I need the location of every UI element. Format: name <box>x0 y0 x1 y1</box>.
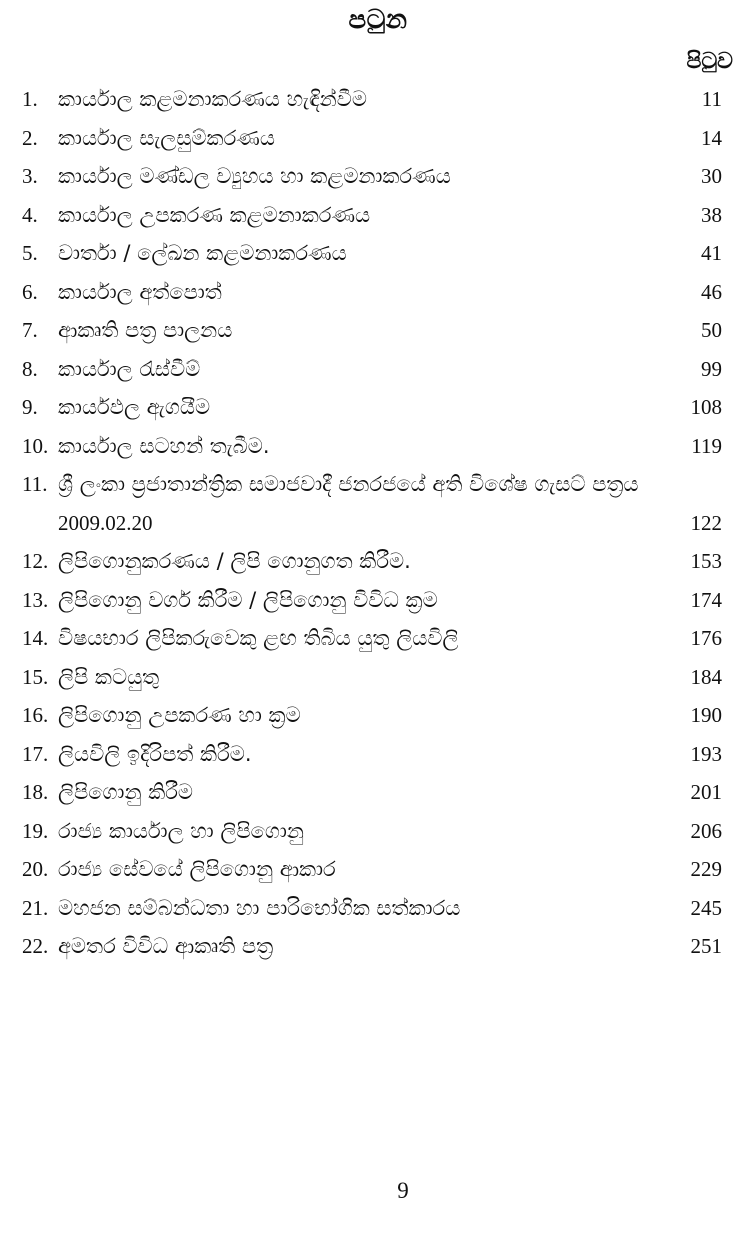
entry-page-number: 108 <box>690 395 722 419</box>
toc-entry <box>22 658 722 697</box>
toc-entry <box>22 273 722 312</box>
entry-title <box>58 465 666 542</box>
entry-title <box>58 850 666 889</box>
toc-entry <box>22 812 722 851</box>
entry-page-number: 11 <box>701 87 722 111</box>
entry-page-number: 229 <box>690 857 722 881</box>
entry-title-line1: ලිපි කටයුතු <box>58 664 160 689</box>
entry-title-line1: කාර්යාල අත්පොත් <box>58 279 222 304</box>
entry-number: 11. <box>22 472 48 496</box>
entry-number: 4. <box>22 202 38 227</box>
entry-page-number: 193 <box>690 741 722 766</box>
entry-title-line1: ලිපිගොනු උපකරණ හා ක්‍රම <box>58 703 301 727</box>
entry-title <box>58 311 666 350</box>
entry-page-number: 184 <box>690 664 722 689</box>
entry-title <box>58 619 666 658</box>
entry-page-number: 201 <box>690 780 722 804</box>
entry-number: 17. <box>22 741 49 766</box>
entry-number: 6. <box>22 279 38 304</box>
entry-title-line1: ලියවිලි ඉදිරිපත් කිරීම. <box>58 741 252 766</box>
entry-title <box>58 696 666 735</box>
entry-number: 1. <box>22 87 38 111</box>
entry-page-number: 46 <box>701 279 722 304</box>
entry-number: 13. <box>22 587 49 612</box>
entry-title <box>58 542 666 581</box>
entry-title <box>58 889 666 928</box>
entry-title-line1: කාර්යාල උපකරණ කළමනාකරණය <box>58 202 371 227</box>
entry-title <box>58 773 666 812</box>
entry-page-number: 174 <box>690 587 722 612</box>
entry-page-number: 122 <box>690 510 722 535</box>
entry-page-number: 176 <box>690 626 722 650</box>
entry-title-line1: කාර්යාල සැලසුම්කරණය <box>58 125 275 150</box>
entry-number: 12. <box>22 549 49 573</box>
entry-number: 2. <box>22 125 38 150</box>
entry-title <box>58 196 666 235</box>
entry-title <box>58 735 666 774</box>
entry-title <box>58 234 666 273</box>
entry-title <box>58 388 666 427</box>
toc-entry <box>22 427 722 466</box>
page-column-header: පිටුව <box>686 49 733 74</box>
entry-page-number: 38 <box>701 202 722 227</box>
entry-page-number: 251 <box>690 934 722 958</box>
entry-title-line1: විෂයභාර ලිපිකරුවෙකු ළඟ තිබිය යුතු ලියවිලි <box>58 626 459 650</box>
entry-number: 7. <box>22 318 38 342</box>
entry-page-number: 190 <box>690 703 722 727</box>
entry-title-line1: ලිපිගොනු කිරීම <box>58 780 194 804</box>
entry-number: 8. <box>22 356 38 381</box>
entry-number: 16. <box>22 703 49 727</box>
entry-title-line2: 2009.02.20 <box>58 510 153 535</box>
toc-entries <box>0 80 756 966</box>
toc-entry <box>22 889 722 928</box>
entry-title-line1: ශ්‍රී ලංකා ප්‍රජාතාන්ත්‍රික සමාජවාදී ජනරජයේ අති විශේෂ ගැසට් පත්‍රය <box>58 472 639 496</box>
entry-title-line1: කාර්යාල මණ්ඩල ව්‍යුහය හා කළමනාකරණය <box>58 164 451 188</box>
entry-number: 15. <box>22 664 49 689</box>
toc-entry <box>22 80 722 119</box>
page-footer <box>0 1178 756 1204</box>
entry-title <box>58 812 666 851</box>
entry-title-line1: අමතර විවිධ ආකෘති පත්‍ර <box>58 934 274 958</box>
entry-number: 19. <box>22 818 49 843</box>
entry-number: 5. <box>22 241 38 265</box>
toc-entry <box>22 850 722 889</box>
toc-entry <box>22 581 722 620</box>
entry-title-line1: ආකෘති පත්‍ර පාලනය <box>58 318 233 342</box>
toc-entry <box>22 311 722 350</box>
entry-number: 14. <box>22 626 49 650</box>
entry-number: 9. <box>22 395 38 419</box>
entry-page-number: 119 <box>691 433 722 458</box>
toc-entry <box>22 735 722 774</box>
toc-entry <box>22 119 722 158</box>
entry-title-line1: කාර්යාල රැස්වීම් <box>58 356 201 381</box>
entry-page-number: 50 <box>701 318 722 342</box>
entry-title <box>58 427 666 466</box>
toc-entry <box>22 350 722 389</box>
entry-page-number: 206 <box>690 818 722 843</box>
toc-entry <box>22 157 722 196</box>
entry-number: 20. <box>22 857 49 881</box>
entry-number: 22. <box>22 934 49 958</box>
entry-title-line1: රාජ්‍ය සේවයේ ලිපිගොනු ආකාර <box>58 857 336 881</box>
toc-entry <box>22 196 722 235</box>
toc-entry <box>22 773 722 812</box>
entry-title-line1: කාර්යඵල ඇගයීම <box>58 395 211 419</box>
toc-entry <box>22 465 722 542</box>
entry-title <box>58 350 666 389</box>
toc-entry <box>22 619 722 658</box>
entry-title-line1: ලිපිගොනු වර්ග කිරීම / ලිපිගොනු විවිධ ක්‍රම <box>58 587 438 612</box>
entry-title <box>58 273 666 312</box>
toc-entry <box>22 696 722 735</box>
entry-number: 10. <box>22 433 49 458</box>
entry-title <box>58 80 666 119</box>
entry-title <box>58 119 666 158</box>
toc-entry <box>22 234 722 273</box>
entry-number: 21. <box>22 895 49 920</box>
toc-entry <box>22 927 722 966</box>
entry-title-line1: ලිපිගොනුකරණය / ලිපි ගොනුගත කිරීම. <box>58 549 411 573</box>
entry-page-number: 245 <box>690 895 722 920</box>
entry-number: 3. <box>22 164 38 188</box>
entry-page-number: 99 <box>701 356 722 381</box>
footer-page-number: 9 <box>397 1178 409 1203</box>
toc-entry <box>22 388 722 427</box>
entry-title <box>58 927 666 966</box>
toc-entry <box>22 542 722 581</box>
entry-title-line1: කාර්යාල කළමනාකරණය හැඳින්වීම <box>58 87 367 111</box>
entry-title <box>58 658 666 697</box>
entry-title-line1: මහජන සම්බන්ධතා හා පාරිභෝගික සත්කාරය <box>58 895 461 920</box>
entry-title-line1: රාජ්‍ය කාර්යාල හා ලිපිගොනු <box>58 818 304 843</box>
entry-page-number: 30 <box>701 164 722 188</box>
page-title: පටුන <box>348 5 408 35</box>
entry-page-number: 41 <box>701 241 722 265</box>
entry-title-line1: කාර්යාල සටහන් තැබීම. <box>58 433 270 458</box>
entry-page-number: 153 <box>690 549 722 573</box>
entry-title-line1: වාර්තා / ලේඛන කළමනාකරණය <box>58 241 347 265</box>
entry-page-number: 14 <box>701 125 722 150</box>
entry-title <box>58 157 666 196</box>
entry-title <box>58 581 666 620</box>
entry-number: 18. <box>22 780 49 804</box>
